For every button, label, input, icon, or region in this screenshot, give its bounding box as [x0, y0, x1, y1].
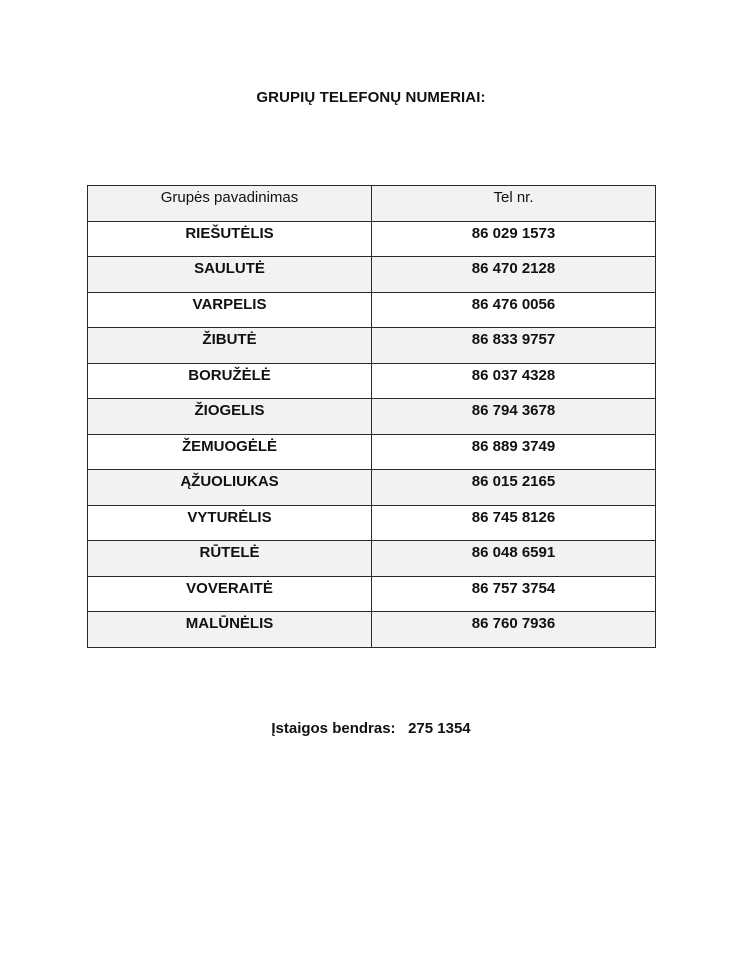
group-phone-table	[87, 185, 656, 648]
group-phone: 86 833 9757	[372, 328, 656, 364]
group-phone: 86 048 6591	[372, 541, 656, 577]
table-row	[88, 399, 656, 435]
group-name: RIEŠUTĖLIS	[88, 221, 372, 257]
group-phone: 86 757 3754	[372, 576, 656, 612]
group-name: RŪTELĖ	[88, 541, 372, 577]
group-phone: 86 029 1573	[372, 221, 656, 257]
table-row	[88, 257, 656, 293]
group-phone: 86 470 2128	[372, 257, 656, 293]
table-row	[88, 505, 656, 541]
group-phone: 86 745 8126	[372, 505, 656, 541]
group-phone: 86 760 7936	[372, 612, 656, 648]
group-name: ĄŽUOLIUKAS	[88, 470, 372, 506]
table-row	[88, 470, 656, 506]
group-name: VYTURĖLIS	[88, 505, 372, 541]
group-name: ŽIOGELIS	[88, 399, 372, 435]
group-name: BORUŽĖLĖ	[88, 363, 372, 399]
group-phone: 86 037 4328	[372, 363, 656, 399]
table-header-row	[88, 186, 656, 222]
group-name: SAULUTĖ	[88, 257, 372, 293]
table-row	[88, 541, 656, 577]
table-row	[88, 363, 656, 399]
page-title: GRUPIŲ TELEFONŲ NUMERIAI:	[256, 89, 486, 106]
group-name: VARPELIS	[88, 292, 372, 328]
institution-phone-number: 275 1354	[408, 720, 471, 737]
group-name: ŽEMUOGĖLĖ	[88, 434, 372, 470]
table-row	[88, 292, 656, 328]
group-phone: 86 794 3678	[372, 399, 656, 435]
group-name: MALŪNĖLIS	[88, 612, 372, 648]
table-row	[88, 612, 656, 648]
table-row	[88, 576, 656, 612]
group-phone: 86 889 3749	[372, 434, 656, 470]
header-group-name: Grupės pavadinimas	[88, 186, 372, 222]
group-phone: 86 015 2165	[372, 470, 656, 506]
group-phone: 86 476 0056	[372, 292, 656, 328]
group-name: VOVERAITĖ	[88, 576, 372, 612]
table-row	[88, 434, 656, 470]
header-phone: Tel nr.	[372, 186, 656, 222]
institution-phone-line	[0, 720, 742, 737]
group-name: ŽIBUTĖ	[88, 328, 372, 364]
table-row	[88, 328, 656, 364]
table-row	[88, 221, 656, 257]
institution-phone-label: Įstaigos bendras:	[271, 720, 396, 737]
